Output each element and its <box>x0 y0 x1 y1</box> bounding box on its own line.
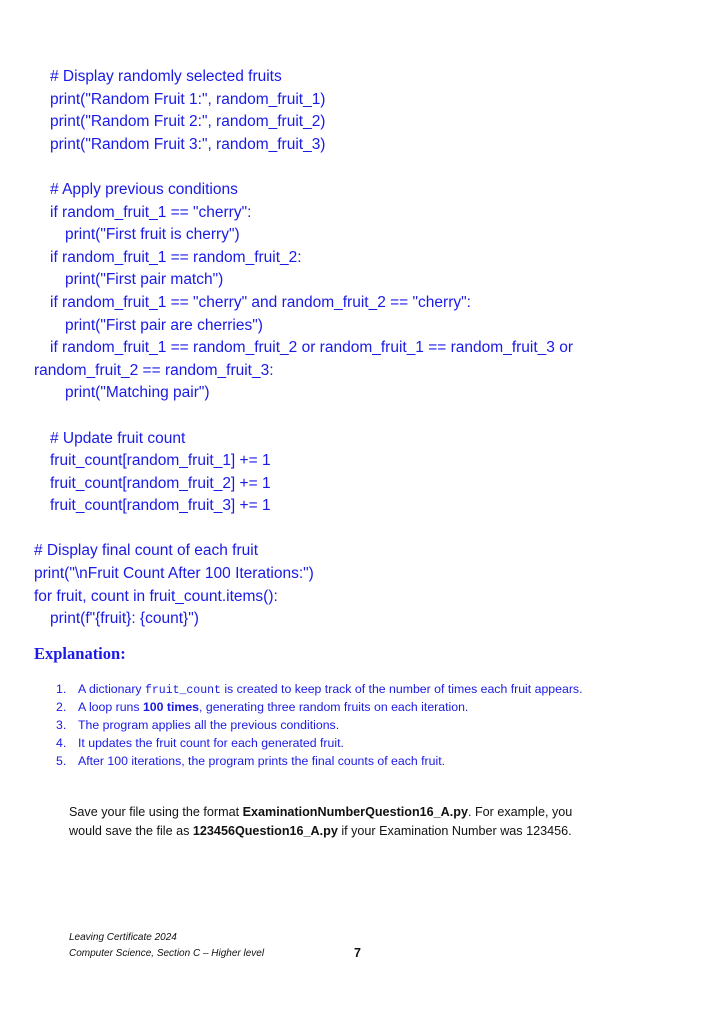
code-line: if random_fruit_1 == random_fruit_2 or random_fruit_1 == random_fruit_3 or <box>50 339 573 357</box>
explanation-item <box>56 752 696 770</box>
explanation-text: The program applies all the previous conditions. <box>78 718 340 732</box>
code-line: if random_fruit_1 == "cherry": <box>50 203 252 221</box>
save-instructions-line <box>69 822 659 841</box>
code-line: print("First fruit is cherry") <box>65 226 240 244</box>
list-number: 2. <box>56 700 67 714</box>
code-comment-display-fruits: # Display randomly selected fruits <box>50 68 282 85</box>
explanation-item <box>56 734 696 752</box>
code-line: print("Random Fruit 2:", random_fruit_2) <box>50 113 326 131</box>
instruction-text: if your Examination Number was 123456. <box>337 824 572 838</box>
explanation-item <box>56 716 696 734</box>
code-line: print("Random Fruit 1:", random_fruit_1) <box>50 90 326 108</box>
code-line: fruit_count[random_fruit_3] += 1 <box>50 497 271 515</box>
explanation-text-part: A dictionary <box>78 682 145 696</box>
list-number: 1. <box>56 682 67 696</box>
code-line: print("\nFruit Count After 100 Iterations:") <box>34 565 314 583</box>
explanation-text-part: is created to keep track of the number of times each fruit appears. <box>220 682 583 696</box>
save-instructions-line <box>69 803 659 822</box>
code-line: print("Random Fruit 3:", random_fruit_3) <box>50 135 326 153</box>
inline-code: fruit_count <box>144 684 221 697</box>
instruction-text: . For example, you <box>467 805 573 819</box>
code-blank-line <box>34 156 674 179</box>
page-number: 7 <box>354 946 361 960</box>
instruction-text: Save your file using the format <box>69 805 243 819</box>
list-number: 5. <box>56 754 67 768</box>
code-line: print("First pair are cherries") <box>65 316 263 334</box>
filename-format: ExaminationNumberQuestion16_A.py <box>242 805 468 819</box>
page-footer <box>69 930 264 962</box>
explanation-text: It updates the fruit count for each generated fruit. <box>78 736 344 750</box>
code-comment-final-count: # Display final count of each fruit <box>34 542 259 560</box>
list-number: 3. <box>56 718 67 732</box>
save-instructions <box>69 803 659 841</box>
explanation-list <box>56 680 696 770</box>
code-comment-update-count: # Update fruit count <box>50 429 186 447</box>
code-line: if random_fruit_1 == "cherry" and random_fruit_2 == "cherry": <box>50 293 471 311</box>
list-number: 4. <box>56 736 67 750</box>
code-line: print("First pair match") <box>65 271 224 289</box>
explanation-text-part: A loop runs <box>78 700 143 714</box>
code-line: random_fruit_2 == random_fruit_3: <box>34 361 274 379</box>
instruction-text: would save the file as <box>69 824 193 838</box>
code-block <box>34 66 674 631</box>
filename-example: 123456Question16_A.py <box>192 824 338 838</box>
explanation-heading: Explanation: <box>34 644 126 663</box>
explanation-item <box>56 698 696 716</box>
code-comment-apply-conditions: # Apply previous conditions <box>50 180 238 198</box>
code-line: fruit_count[random_fruit_2] += 1 <box>50 474 271 492</box>
footer-subject: Computer Science, Section C – Higher level <box>69 948 265 959</box>
bold-text: 100 times <box>142 700 200 714</box>
explanation-text: After 100 iterations, the program prints the final counts of each fruit. <box>78 754 446 768</box>
code-line: for fruit, count in fruit_count.items(): <box>34 587 278 605</box>
explanation-text <box>78 698 468 716</box>
explanation-item <box>56 680 696 698</box>
code-blank-line <box>34 405 674 428</box>
explanation-text <box>78 680 582 698</box>
code-blank-line <box>34 518 674 541</box>
code-line: if random_fruit_1 == random_fruit_2: <box>50 248 302 266</box>
code-line: fruit_count[random_fruit_1] += 1 <box>50 452 271 470</box>
code-line: print(f"{fruit}: {count}") <box>50 610 199 628</box>
footer-exam-title: Leaving Certificate 2024 <box>69 932 177 943</box>
explanation-text-part: , generating three random fruits on each iteration. <box>199 700 469 714</box>
code-line: print("Matching pair") <box>65 384 210 402</box>
